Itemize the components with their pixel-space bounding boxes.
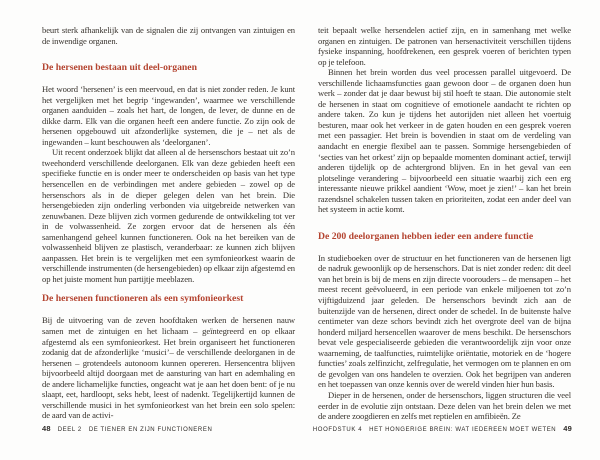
paragraph: Binnen het brein worden dus veel processen parallel uitgevoerd. De verschillende lichaamsfuncties gaan gewoon door – de organen doen hun werk – zonder dat je daar bewust bij stil hoeft te staan. Die autonomie stelt de hersenen in staat om cognitieve of emotionele aandacht te richten op andere taken. Zo kun je tijdens het autorijden niet alleen het voertuig besturen, maar ook het verkeer in de gaten houden en een gesprek voeren met een passagier. Het brein is bovendien in staat om de verdeling van aandacht en energie flexibel aan te passen. Sommige hersengebieden of ‘secties van het orkest’ zijn op bepaalde momenten dominant actief, terwijl anderen tijdelijk op de achtergrond blijven. En in het geval van een plotselinge verandering – bijvoorbeeld een situatie waarbij zich een erg interessante nieuwe prikkel aandient ‘Wow, moet je zien!’ – kan het brein razendsnel schakelen tussen taken en prioriteiten, zodat een ander deel van het systeem in actie komt. xyxy=(318,67,571,215)
paragraph: Bij de uitvoering van de zeven hoofdtaken werken de hersenen nauw samen met de zintuigen en het lichaam – geïntegreerd en op elkaar afgestemd als een symfonieorkest. Het brein organiseert het functioneren zodanig dat de afzonderlijke ‘musici’– de verschillende deelorganen in de hersenen – grotendeels autonoom kunnen opereren. Hersencentra blijven bijvoorbeeld altijd doorgaan met de aansturing van hart en ademhaling en de andere lichamelijke functies, ongeacht wat je aan het doen bent: of je nu slaapt, eet, hardloopt, seks hebt, leest of nadenkt. Tegelijkertijd kunnen de verschillende musici in het symfonieorkest van het brein een solo spelen: de aard van de activi- xyxy=(42,315,295,421)
paragraph: Dieper in de hersenen, onder de hersenschors, liggen structuren die veel eerder in de evolutie zijn ontstaan. Deze delen van het brein delen we met de andere zoogdieren en zelfs met reptielen en amfibieën. Ze xyxy=(318,389,571,422)
left-page-footer xyxy=(42,424,212,433)
left-page xyxy=(42,25,295,421)
heading-200-deelorganen: De 200 deelorganen hebben ieder een andere functie xyxy=(318,230,534,242)
chapter-title: HET HONGERIGE BREIN: WAT IEDEREEN MOET WETEN xyxy=(369,427,557,433)
page-number: 48 xyxy=(42,424,51,433)
paragraph: Uit recent onderzoek blijkt dat alleen al de hersenschors bestaat uit zo’n tweehonderd verschillende deelorganen. Elk van deze gebieden heeft een specifieke functie en is onder meer te onderscheiden op basis van het type hersencellen en de verbindingen met andere gebieden – zowel op de hersenschors als in de dieper gelegen delen van het brein. Die hersengebieden zijn onderling verbonden via uitgebreide netwerken van zenuwbanen. Deze blijven zich vormen gedurende de ontwikkeling tot ver in de volwassenheid. Ze zorgen ervoor dat de hersenen als één samenhangend geheel kunnen functioneren. Ook na het bereiken van de volwassenheid blijven ze plastisch, veranderbaar: ze kunnen zich blijven aanpassen. Het brein is te vergelijken met een symfonieorkest waarin de verschillende instrumenten (de hersengebieden) op elkaar zijn afgestemd en op het juiste moment hun partijtje meeblazen. xyxy=(42,147,295,284)
right-page-footer xyxy=(313,424,572,433)
heading-symfonieorkest: De hersenen functioneren als een symfonieorkest xyxy=(42,293,244,305)
paragraph: In studieboeken over de structuur en het functioneren van de hersenen ligt de nadruk gewoonlijk op de hersenschors. Dat is niet zonder reden: dit deel van het brein is bij de mens en zijn directe voorouders – de mensapen – het meest recent geëvolueerd, in een periode van enkele miljoenen tot zo’n vijftigduizend jaar geleden. De hersenschors bevindt zich aan de buitenzijde van de hersenen, direct onder de schedel. In de buitenste halve centimeter van deze schors bevindt zich het overgrote deel van de bijna honderd miljard hersencellen waarover de mens beschikt. De hersenschors bevat vele gespecialiseerde gebieden die verantwoordelijk zijn voor onze waarneming, de taalfuncties, ruimtelijke oriëntatie, motoriek en de ‘hogere functies’ zoals zelfinzicht, zelfregulatie, het vermogen om te plannen en om de gevolgen van ons handelen te overzien. Ook het begrijpen van anderen en het toepassen van onze kennis over de wereld vinden hier hun basis. xyxy=(318,252,571,390)
section-title: DE TIENER EN ZIJN FUNCTIONEREN xyxy=(88,427,213,433)
continuation-paragraph: beurt sterk afhankelijk van de signalen die zij ontvangen van zintuigen en de inwendige organen. xyxy=(42,25,295,46)
paragraph: Het woord ‘hersenen’ is een meervoud, en dat is niet zonder reden. Je kunt het vergelijken met het begrip ‘ingewanden’, waarmee we verschillende organen aanduiden – zoals het hart, de longen, de lever, de dunne en de dikke darm. Elk van die organen heeft een andere functie. Zo zijn ook de hersenen opgebouwd uit afzonderlijke systemen, die je – net als de ingewanden – kunt beschouwen als ‘deelorganen’. xyxy=(42,84,295,147)
page-number: 49 xyxy=(563,424,572,433)
chapter-label: HOOFDSTUK 4 xyxy=(312,427,363,433)
section-label: DEEL 2 xyxy=(57,427,82,433)
continuation-paragraph: teit bepaalt welke hersendelen actief zijn, en in samenhang met welke organen en zintuigen. De patronen van hersenactiviteit verschillen tijdens fysieke inspanning, hoofdrekenen, een gesprek voeren of berichten typen op je telefoon. xyxy=(318,25,571,67)
right-page xyxy=(318,25,571,422)
heading-deel-organen: De hersenen bestaan uit deel-organen xyxy=(42,62,197,74)
